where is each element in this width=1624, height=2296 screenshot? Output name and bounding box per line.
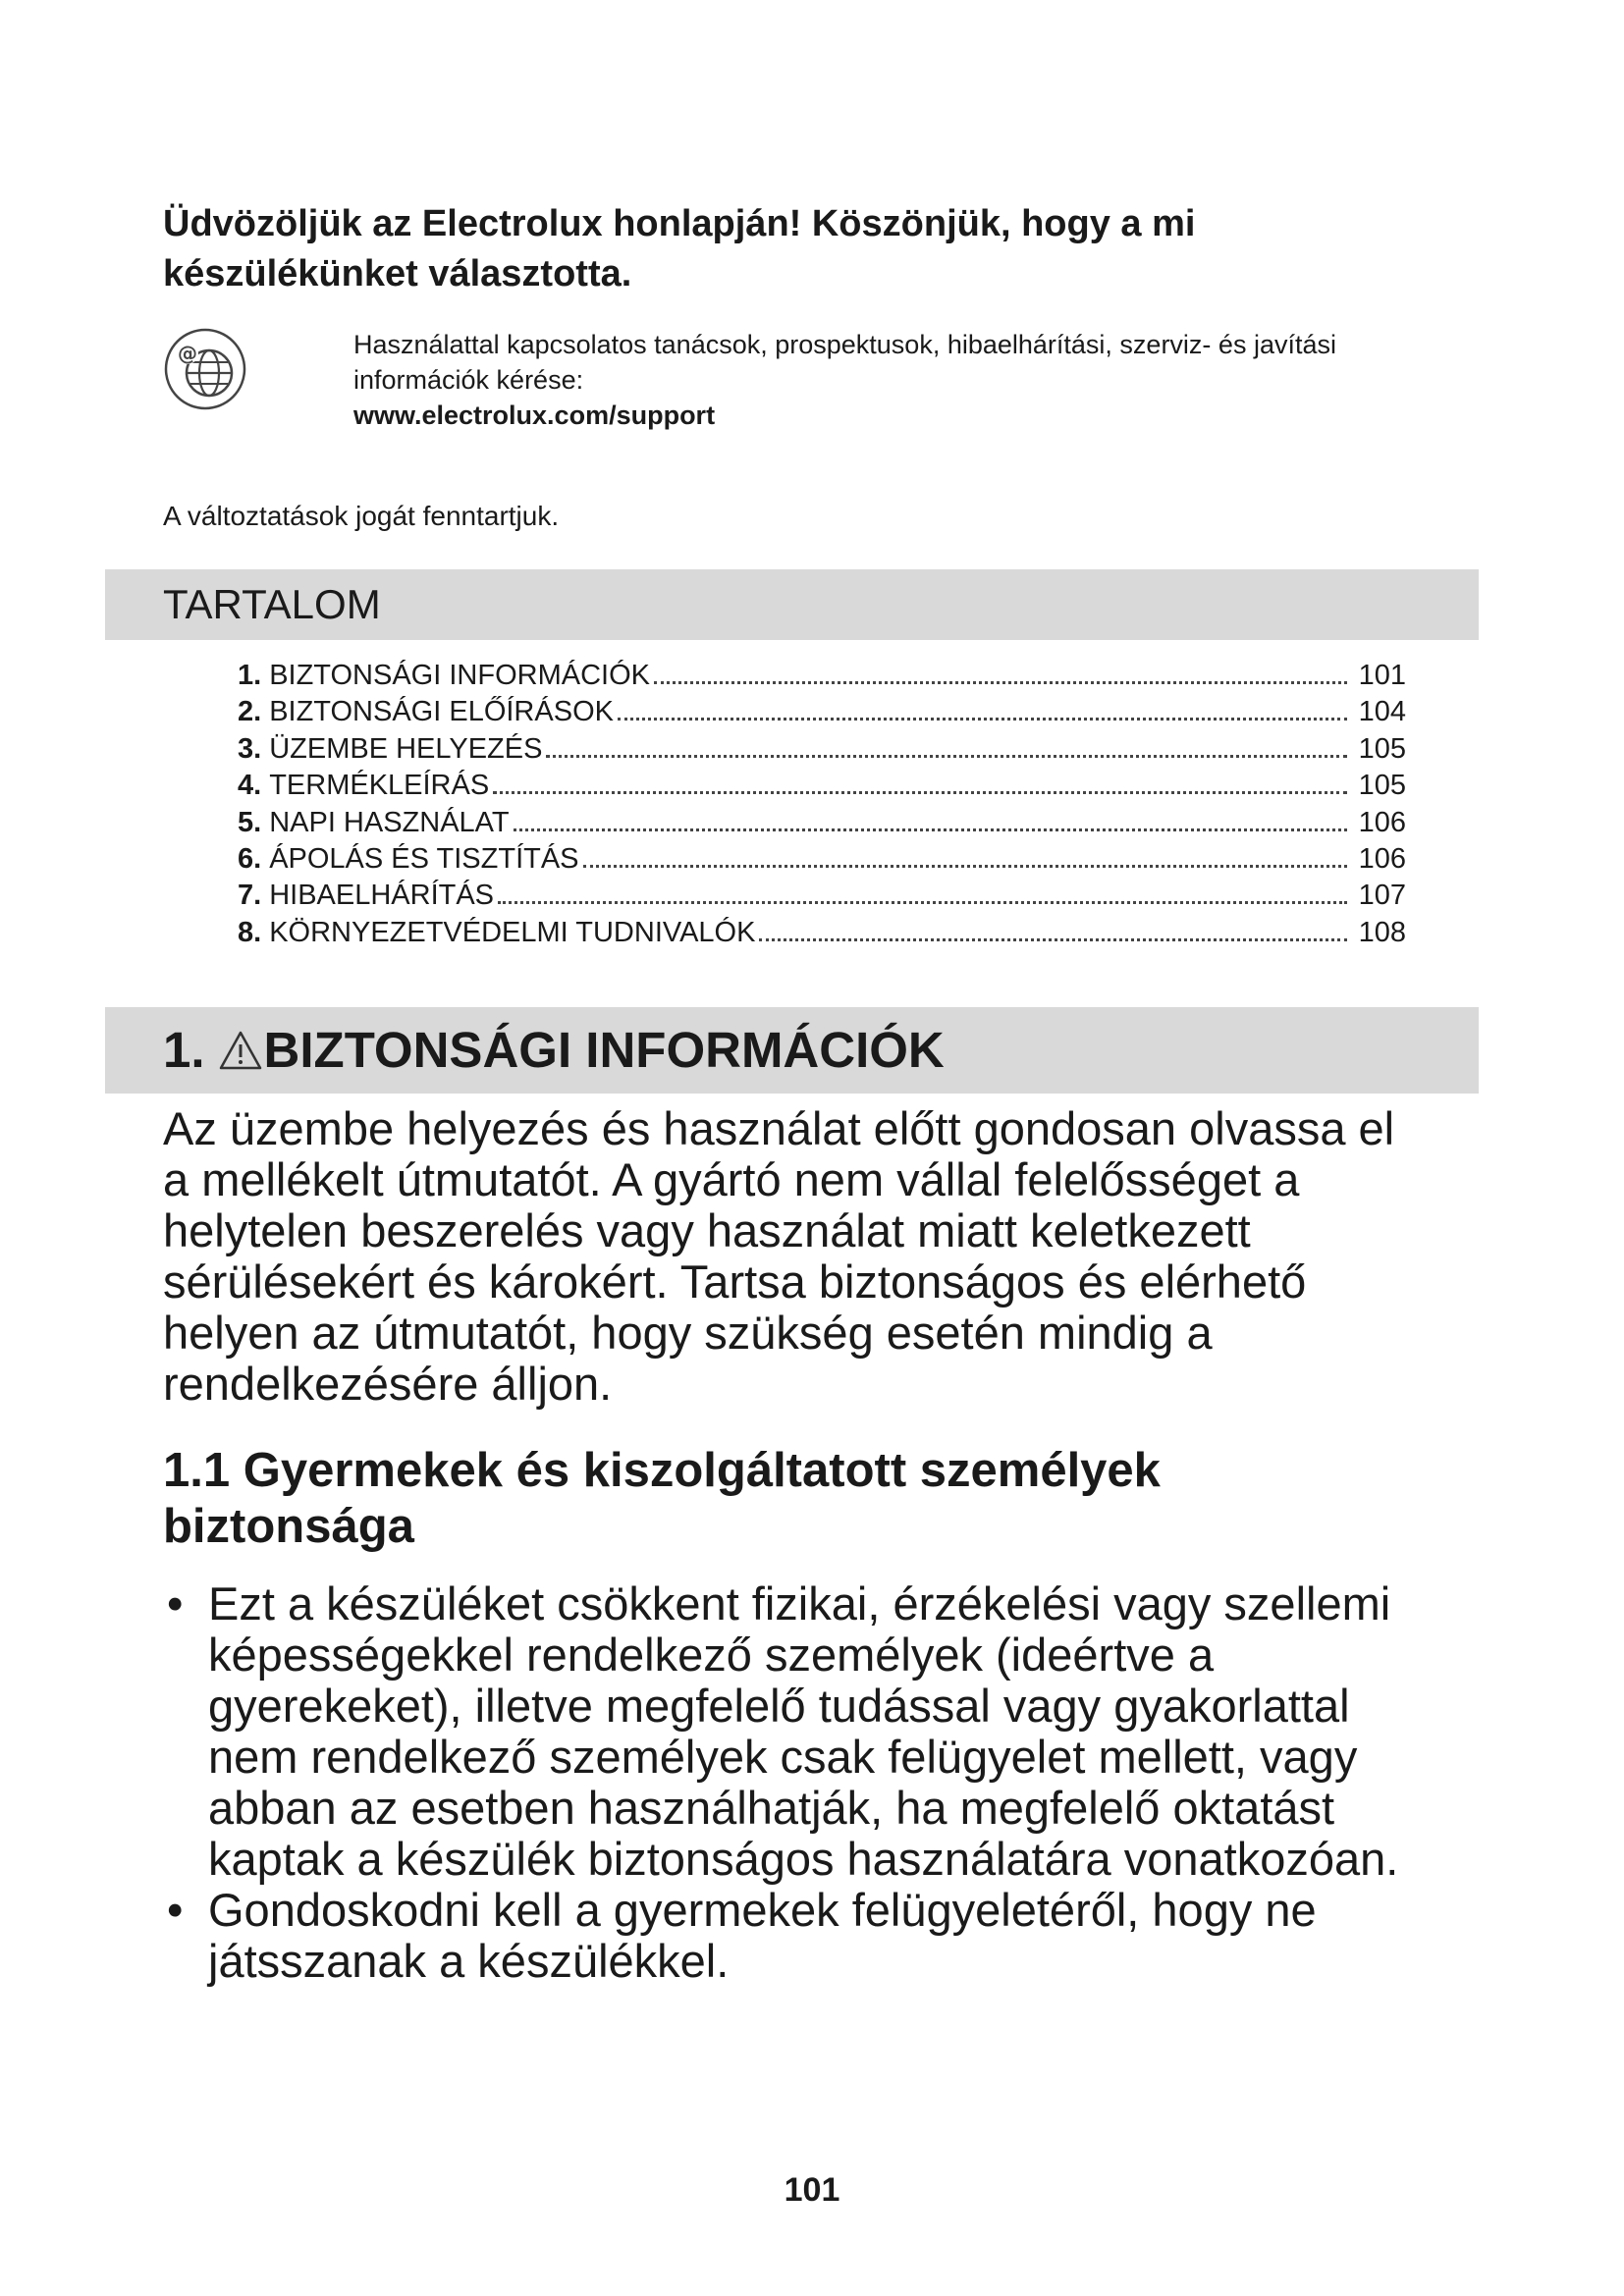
svg-text:@: @ <box>178 342 197 365</box>
support-text-line: Használattal kapcsolatos tanácsok, prospektusok, hibaelhárítási, szerviz- és javítási <box>353 330 1336 359</box>
subsection-title-line: 1.1 Gyermekek és kiszolgáltatott személyek <box>163 1444 1161 1497</box>
toc-item-page: 104 <box>1358 696 1406 728</box>
toc-leader-dots <box>583 865 1347 868</box>
toc-item-number: 1. <box>238 660 262 691</box>
bullet-dot: • <box>167 1577 184 1629</box>
section-title-text: BIZTONSÁGI INFORMÁCIÓK <box>263 1022 945 1078</box>
toc-item-number: 3. <box>238 732 262 765</box>
warning-triangle-icon <box>219 1029 262 1072</box>
toc-item[interactable] <box>238 694 1406 730</box>
bullet-line: játsszanak a készülékkel. <box>208 1935 730 1987</box>
toc-item-number: 5. <box>238 806 262 838</box>
bullet-list <box>163 1578 1479 1987</box>
subsection-title-line: biztonsága <box>163 1500 414 1553</box>
toc-title: TARTALOM <box>163 581 381 627</box>
toc-item[interactable] <box>238 841 1406 878</box>
toc-leader-dots <box>493 791 1347 794</box>
toc-item-label: NAPI HASZNÁLAT <box>269 806 510 838</box>
toc-item-page: 101 <box>1358 660 1406 691</box>
support-url-link[interactable]: www.electrolux.com/support <box>353 400 716 430</box>
intro-line: a mellékelt útmutatót. A gyártó nem vállal felelősséget a <box>163 1153 1300 1205</box>
bullet-line: képességekkel rendelkező személyek (ideértve a <box>208 1629 1215 1681</box>
toc-leader-dots <box>514 828 1347 831</box>
toc-item-page: 105 <box>1358 770 1406 802</box>
toc-item-label: TERMÉKLEÍRÁS <box>269 770 490 802</box>
toc-item-label: BIZTONSÁGI ELŐÍRÁSOK <box>269 696 614 728</box>
welcome-heading-line: készülékünket választotta. <box>163 253 632 294</box>
globe-at-icon <box>163 327 247 411</box>
bullet-line: Ezt a készüléket csökkent fizikai, érzékelési vagy szellemi <box>208 1577 1391 1629</box>
toc-item-page: 107 <box>1358 880 1406 912</box>
bullet-line: kaptak a készülék biztonságos használatára vonatkozóan. <box>208 1833 1399 1885</box>
toc-list <box>238 658 1406 951</box>
page-number: 101 <box>784 2171 840 2209</box>
toc-item-number: 8. <box>238 916 262 948</box>
toc-leader-dots <box>759 938 1347 941</box>
support-info <box>353 327 1483 433</box>
subsection-title <box>163 1443 1439 1555</box>
rights-notice: A változtatások jogát fenntartjuk. <box>163 501 560 531</box>
toc-item-page: 108 <box>1358 916 1406 948</box>
bullet-item <box>163 1578 1479 1885</box>
welcome-heading-line: Üdvözöljük az Electrolux honlapján! Köszönjük, hogy a mi <box>163 203 1196 244</box>
toc-leader-dots <box>618 718 1347 721</box>
toc-leader-dots <box>546 755 1347 758</box>
toc-item-label: ÁPOLÁS ÉS TISZTÍTÁS <box>269 842 579 875</box>
toc-item-number: 7. <box>238 880 262 912</box>
toc-item[interactable] <box>238 731 1406 768</box>
toc-item-label: ÜZEMBE HELYEZÉS <box>269 732 543 765</box>
welcome-heading <box>163 199 1341 299</box>
toc-item[interactable] <box>238 805 1406 841</box>
toc-leader-dots <box>498 901 1347 904</box>
bullet-item <box>163 1885 1479 1987</box>
toc-item[interactable] <box>238 658 1406 694</box>
section-number: 1. <box>163 1022 205 1078</box>
bullet-line: abban az esetben használhatják, ha megfelelő oktatást <box>208 1782 1335 1834</box>
toc-item-page: 106 <box>1358 842 1406 875</box>
bullet-line: nem rendelkező személyek csak felügyelet mellett, vagy <box>208 1731 1358 1783</box>
toc-item-page: 106 <box>1358 806 1406 838</box>
support-text-line: információk kérése: <box>353 365 584 395</box>
section-intro-paragraph <box>163 1103 1469 1410</box>
toc-item-label: BIZTONSÁGI INFORMÁCIÓK <box>269 660 650 691</box>
bullet-line: gyerekeket), illetve megfelelő tudással vagy gyakorlattal <box>208 1680 1350 1732</box>
toc-leader-dots <box>654 681 1347 684</box>
bullet-line: Gondoskodni kell a gyermekek felügyeletéről, hogy ne <box>208 1884 1317 1936</box>
intro-line: helytelen beszerelés vagy használat miatt keletkezett <box>163 1204 1251 1256</box>
intro-line: sérülésekért és károkért. Tartsa biztonságos és elérhető <box>163 1255 1307 1308</box>
toc-item[interactable] <box>238 768 1406 804</box>
toc-item-page: 105 <box>1358 732 1406 765</box>
intro-line: Az üzembe helyezés és használat előtt gondosan olvassa el <box>163 1102 1395 1154</box>
toc-item-number: 4. <box>238 770 262 802</box>
bullet-dot: • <box>167 1884 184 1936</box>
toc-item-label: HIBAELHÁRÍTÁS <box>269 880 495 912</box>
toc-item-number: 2. <box>238 696 262 728</box>
intro-line: rendelkezésére álljon. <box>163 1358 613 1410</box>
toc-item[interactable] <box>238 878 1406 914</box>
toc-item-number: 6. <box>238 842 262 875</box>
toc-item-label: KÖRNYEZETVÉDELMI TUDNIVALÓK <box>269 916 756 948</box>
toc-item[interactable] <box>238 915 1406 951</box>
intro-line: helyen az útmutatót, hogy szükség esetén mindig a <box>163 1307 1213 1359</box>
section-title <box>163 1018 945 1083</box>
